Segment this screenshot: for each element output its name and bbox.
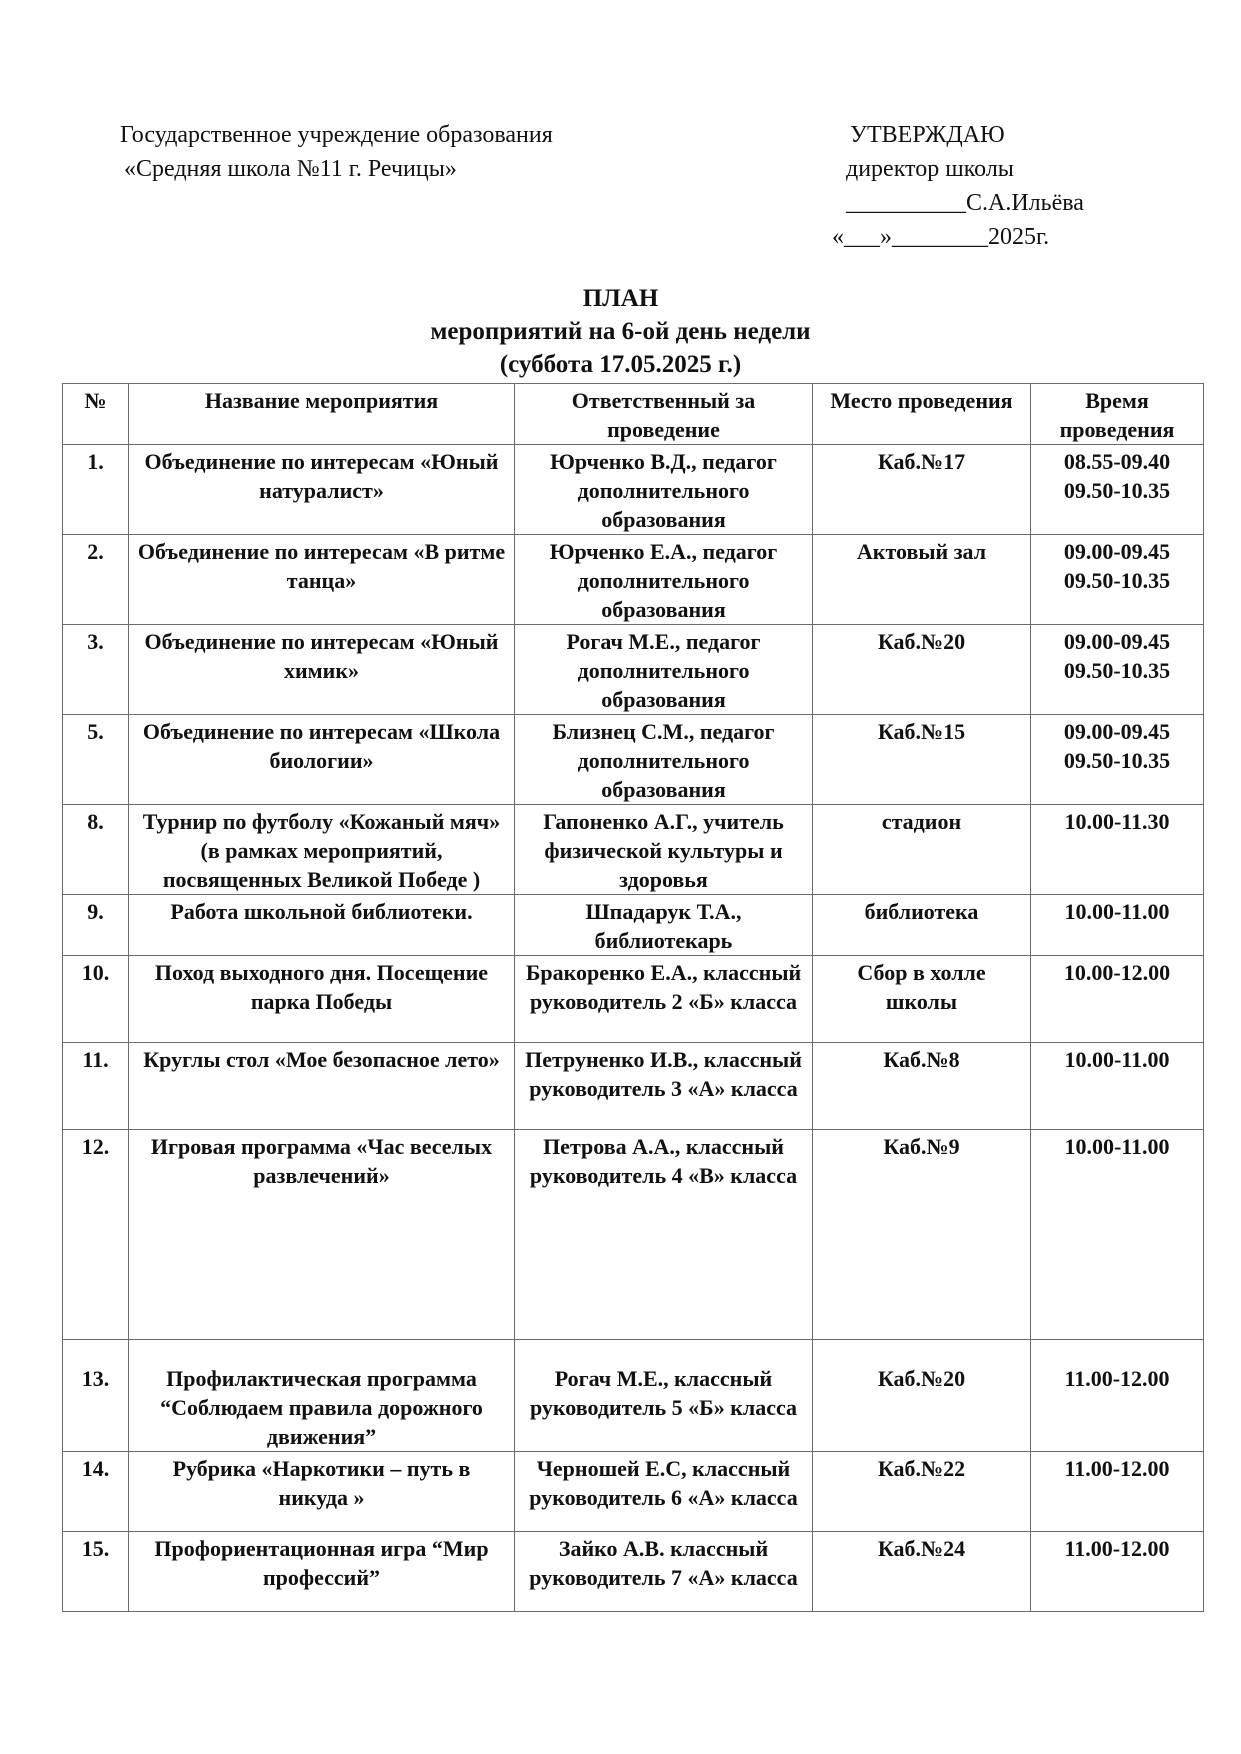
- row-num: 3.: [63, 625, 129, 715]
- row-time: 11.00-12.00: [1031, 1452, 1204, 1532]
- row-responsible: Гапоненко А.Г., учитель физической культуры и здоровья: [515, 805, 813, 895]
- row-num: 14.: [63, 1452, 129, 1532]
- row-time: [1031, 535, 1204, 625]
- row-responsible: Юрченко Е.А., педагог дополнительного образования: [515, 535, 813, 625]
- row-name: Рубрика «Наркотики – путь в никуда »: [129, 1452, 515, 1532]
- row-place: Сбор в холле школы: [813, 956, 1031, 1043]
- row-place: Каб.№17: [813, 445, 1031, 535]
- row-place: Каб.№22: [813, 1452, 1031, 1532]
- row-time-2: 09.50-10.35: [1063, 658, 1171, 683]
- approval-signature: __________С.А.Ильёва: [846, 190, 1084, 216]
- row-num: 15.: [63, 1532, 129, 1612]
- row-time: 10.00-11.00: [1031, 1043, 1204, 1130]
- organization-block: [120, 118, 553, 186]
- document-title: [0, 282, 1241, 381]
- row-num: 10.: [63, 956, 129, 1043]
- table-row: [63, 1130, 1204, 1340]
- title-line-2: мероприятий на 6-ой день недели: [430, 318, 811, 345]
- organization-line-2: «Средняя школа №11 г. Речицы»: [124, 156, 457, 182]
- row-time: 10.00-12.00: [1031, 956, 1204, 1043]
- row-num: 1.: [63, 445, 129, 535]
- row-time-1: 09.00-09.45: [1063, 539, 1171, 564]
- row-responsible: Зайко А.В. классный руководитель 7 «А» класса: [515, 1532, 813, 1612]
- row-place: Каб.№8: [813, 1043, 1031, 1130]
- row-num: 9.: [63, 895, 129, 956]
- row-num: 5.: [63, 715, 129, 805]
- header-place: Место проведения: [813, 384, 1031, 445]
- row-num: 2.: [63, 535, 129, 625]
- header-responsible: Ответственный за проведение: [515, 384, 813, 445]
- row-responsible: Юрченко В.Д., педагог дополнительного образования: [515, 445, 813, 535]
- row-num: 8.: [63, 805, 129, 895]
- header-num: №: [63, 384, 129, 445]
- row-num: 13.: [63, 1340, 129, 1452]
- row-name: Турнир по футболу «Кожаный мяч» (в рамках мероприятий, посвященных Великой Победе ): [129, 805, 515, 895]
- row-place: библиотека: [813, 895, 1031, 956]
- row-responsible: Шпадарук Т.А., библиотекарь: [515, 895, 813, 956]
- organization-line-1: Государственное учреждение образования: [120, 122, 553, 148]
- row-time: 10.00-11.00: [1031, 895, 1204, 956]
- events-table: [62, 383, 1204, 1612]
- table-row: [63, 535, 1204, 625]
- row-time-1: 09.00-09.45: [1063, 629, 1171, 654]
- approval-date: «___»________2025г.: [832, 224, 1050, 250]
- table-row: [63, 445, 1204, 535]
- row-responsible: Петрова А.А., классный руководитель 4 «В» класса: [515, 1130, 813, 1340]
- title-line-1: ПЛАН: [582, 285, 659, 312]
- row-place: Каб.№20: [813, 625, 1031, 715]
- row-time: 10.00-11.00: [1031, 1130, 1204, 1340]
- table-row: [63, 805, 1204, 895]
- table-row: [63, 956, 1204, 1043]
- table-row: [63, 1532, 1204, 1612]
- row-name: Игровая программа «Час веселых развлечений»: [129, 1130, 515, 1340]
- row-place: Актовый зал: [813, 535, 1031, 625]
- row-place: Каб.№20: [813, 1340, 1031, 1452]
- approval-title: УТВЕРЖДАЮ: [850, 122, 1005, 148]
- row-responsible: Рогач М.Е., классный руководитель 5 «Б» класса: [515, 1340, 813, 1452]
- row-responsible: Рогач М.Е., педагог дополнительного образования: [515, 625, 813, 715]
- row-place: Каб.№9: [813, 1130, 1031, 1340]
- title-line-3: (суббота 17.05.2025 г.): [499, 351, 742, 378]
- row-responsible: Близнец С.М., педагог дополнительного образования: [515, 715, 813, 805]
- row-time: 11.00-12.00: [1031, 1532, 1204, 1612]
- row-num: 12.: [63, 1130, 129, 1340]
- row-time: [1031, 445, 1204, 535]
- approval-block: [832, 118, 1084, 254]
- row-time: [1031, 625, 1204, 715]
- row-time: 10.00-11.30: [1031, 805, 1204, 895]
- row-time-2: 09.50-10.35: [1063, 568, 1171, 593]
- row-name: Поход выходного дня. Посещение парка Победы: [129, 956, 515, 1043]
- approval-position: директор школы: [846, 156, 1014, 182]
- row-name: Объединение по интересам «Юный химик»: [129, 625, 515, 715]
- row-place: стадион: [813, 805, 1031, 895]
- table-row: [63, 1043, 1204, 1130]
- row-time: 11.00-12.00: [1031, 1340, 1204, 1452]
- row-name: Объединение по интересам «Юный натуралист»: [129, 445, 515, 535]
- row-name: Работа школьной библиотеки.: [129, 895, 515, 956]
- table-row: [63, 625, 1204, 715]
- row-name: Профилактическая программа “Соблюдаем правила дорожного движения”: [129, 1340, 515, 1452]
- header-name: Название мероприятия: [129, 384, 515, 445]
- row-name: Объединение по интересам «В ритме танца»: [129, 535, 515, 625]
- table-row: [63, 715, 1204, 805]
- row-place: Каб.№24: [813, 1532, 1031, 1612]
- row-name: Объединение по интересам «Школа биологии»: [129, 715, 515, 805]
- row-name: Круглы стол «Мое безопасное лето»: [129, 1043, 515, 1130]
- table-row: [63, 1340, 1204, 1452]
- table-header-row: [63, 384, 1204, 445]
- table-row: [63, 895, 1204, 956]
- header-time: Время проведения: [1031, 384, 1204, 445]
- row-time-1: 09.00-09.45: [1063, 719, 1171, 744]
- row-time-2: 09.50-10.35: [1063, 748, 1171, 773]
- row-time-1: 08.55-09.40: [1063, 449, 1171, 474]
- row-name: Профориентационная игра “Мир профессий”: [129, 1532, 515, 1612]
- row-time: [1031, 715, 1204, 805]
- row-place: Каб.№15: [813, 715, 1031, 805]
- row-responsible: Черношей Е.С, классный руководитель 6 «А» класса: [515, 1452, 813, 1532]
- row-time-2: 09.50-10.35: [1063, 478, 1171, 503]
- row-responsible: Бракоренко Е.А., классный руководитель 2 «Б» класса: [515, 956, 813, 1043]
- row-responsible: Петруненко И.В., классный руководитель 3 «А» класса: [515, 1043, 813, 1130]
- row-num: 11.: [63, 1043, 129, 1130]
- table-row: [63, 1452, 1204, 1532]
